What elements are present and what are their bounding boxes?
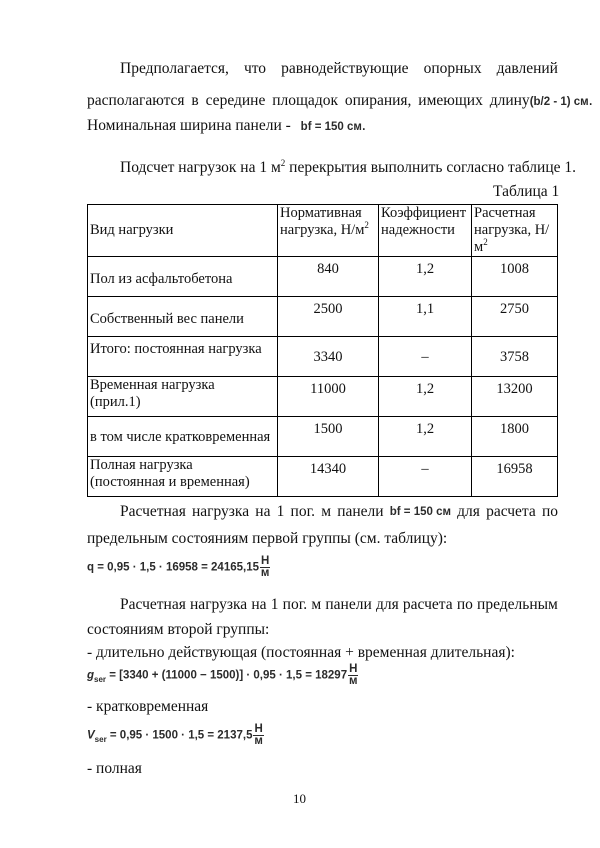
word: на bbox=[251, 596, 267, 613]
word: пог. bbox=[290, 503, 316, 520]
word: по bbox=[541, 503, 558, 520]
subscript: ser bbox=[94, 734, 107, 744]
para2 bbox=[120, 159, 576, 177]
header-cell: Расчетная нагрузка, $Н/м^2$ bbox=[472, 205, 558, 257]
table-row bbox=[88, 417, 558, 457]
formula-q-text: q = 0,95 · 1,5 · 16958 = 24165,15 bbox=[87, 561, 259, 574]
para1-line3 bbox=[87, 117, 366, 136]
table-cell: 1500 bbox=[278, 417, 379, 457]
header-cell: Коэффициент надежности bbox=[379, 205, 472, 257]
header-cell: Нормативная нагрузка, $Н/м^2$ bbox=[278, 205, 379, 257]
para1-line3-text: Номинальная ширина панели - bbox=[87, 117, 291, 134]
word: м bbox=[321, 503, 332, 520]
para1-line2-text: располагаются в середине площадок опирания, имеющих длину bbox=[87, 92, 530, 109]
word: опорных bbox=[423, 60, 482, 77]
period: . bbox=[361, 117, 366, 134]
para2-text: Подсчет нагрузок на 1 м bbox=[120, 159, 281, 176]
word: нагрузка bbox=[190, 596, 248, 613]
formula-v-text: = 0,95 · 1500 · 1,5 = 2137,5 bbox=[106, 729, 253, 742]
word: предельным bbox=[477, 596, 558, 613]
formula-b-half bbox=[530, 92, 593, 111]
word: давлений bbox=[496, 60, 558, 77]
table-cell: 1008 bbox=[472, 257, 558, 297]
word: для bbox=[375, 596, 399, 613]
fraction-numerator: Н bbox=[254, 723, 263, 735]
fraction-numerator: Н bbox=[349, 663, 358, 675]
formula-v bbox=[87, 724, 264, 747]
formula-bf: bf = 150 см bbox=[300, 121, 362, 133]
period: . bbox=[588, 92, 593, 109]
para4-line1 bbox=[120, 596, 558, 614]
word: нагрузка bbox=[191, 503, 250, 520]
fraction bbox=[260, 556, 270, 579]
formula-text: (b/2 - 1) см bbox=[529, 96, 589, 108]
word: Расчетная bbox=[120, 503, 186, 520]
fraction-numerator: Н bbox=[261, 555, 270, 567]
list-item-long-term: - длительно действующая (постоянная + временная длительная): bbox=[87, 644, 515, 661]
table-row bbox=[88, 377, 558, 417]
para3-line2: предельным состояниям первой группы (см. таблицу): bbox=[87, 530, 448, 547]
table-cell bbox=[88, 457, 278, 497]
table-cell: Пол из асфальтобетона bbox=[88, 257, 278, 297]
word: панели bbox=[337, 503, 384, 520]
formula-q bbox=[87, 556, 270, 579]
word: Предполагается, bbox=[120, 60, 229, 77]
word: пог. bbox=[282, 596, 308, 613]
table-cell: 2750 bbox=[472, 297, 558, 337]
word: по bbox=[456, 596, 473, 613]
list-item-full: - полная bbox=[87, 760, 142, 777]
word: на bbox=[255, 503, 271, 520]
word: расчета bbox=[486, 503, 536, 520]
table-cell: 2500 bbox=[278, 297, 379, 337]
word: расчета bbox=[402, 596, 453, 613]
word: 1 bbox=[276, 503, 285, 520]
table-header-row bbox=[88, 205, 558, 257]
table-cell: 1,1 bbox=[379, 297, 472, 337]
table-cell: в том числе кратковременная bbox=[88, 417, 278, 457]
table-row bbox=[88, 457, 558, 497]
table-cell: 1800 bbox=[472, 417, 558, 457]
fraction-denominator: м bbox=[348, 675, 358, 687]
table-cell: 840 bbox=[278, 257, 379, 297]
table-cell: 14340 bbox=[278, 457, 379, 497]
para1-line1 bbox=[120, 60, 558, 78]
table-cell: – bbox=[379, 457, 472, 497]
table-cell: – bbox=[379, 337, 472, 377]
word: панели bbox=[325, 596, 372, 613]
table-row bbox=[88, 337, 558, 377]
formula-g bbox=[87, 664, 358, 687]
word: Расчетная bbox=[120, 596, 186, 613]
para1-line2 bbox=[87, 92, 593, 111]
table-cell: Собственный вес панели bbox=[88, 297, 278, 337]
table-cell: 16958 bbox=[472, 457, 558, 497]
fraction bbox=[253, 724, 263, 747]
formula-v-symbol: V bbox=[87, 729, 95, 742]
table-cell: 3758 bbox=[472, 337, 558, 377]
word: для bbox=[457, 503, 480, 520]
table-caption: Таблица 1 bbox=[493, 183, 560, 200]
fraction-denominator: м bbox=[260, 567, 270, 579]
table-row bbox=[88, 257, 558, 297]
table-cell bbox=[88, 377, 278, 417]
para3-line1 bbox=[120, 503, 558, 521]
fraction-denominator: м bbox=[254, 735, 263, 747]
formula-g-text: = [3340 + (11000 − 1500)] · 0,95 · 1,5 = 18297 bbox=[106, 669, 348, 682]
table-cell: 1,2 bbox=[379, 377, 472, 417]
table-cell: 13200 bbox=[472, 377, 558, 417]
word: что bbox=[243, 60, 267, 77]
list-item-short-term: - кратковременная bbox=[87, 698, 209, 715]
table-cell: 1,2 bbox=[379, 257, 472, 297]
table-cell: 11000 bbox=[278, 377, 379, 417]
formula-bf: bf = 150 см bbox=[389, 506, 451, 518]
para2-text-end: перекрытия выполнить согласно таблице 1. bbox=[285, 159, 577, 176]
word: м bbox=[311, 596, 322, 613]
page-number: 10 bbox=[293, 791, 306, 806]
fraction bbox=[348, 664, 358, 687]
word: 1 bbox=[270, 596, 279, 613]
table-row bbox=[88, 297, 558, 337]
table-cell-text: Временная нагрузка (прил.1) bbox=[90, 377, 215, 410]
loads-table bbox=[87, 204, 558, 497]
para4-line2: состояниям второй группы: bbox=[87, 621, 270, 638]
table-cell: Итого: постоянная нагрузка bbox=[88, 337, 278, 377]
subscript: ser bbox=[94, 674, 107, 684]
header-cell: Вид нагрузки bbox=[88, 205, 278, 257]
word: равнодействующие bbox=[281, 60, 409, 77]
superscript: 2 bbox=[280, 157, 286, 168]
formula-g-symbol: g bbox=[87, 669, 95, 682]
table-cell-text: Полная нагрузка (постоянная и временная) bbox=[90, 457, 250, 490]
table-cell: 1,2 bbox=[379, 417, 472, 457]
table-cell: 3340 bbox=[278, 337, 379, 377]
